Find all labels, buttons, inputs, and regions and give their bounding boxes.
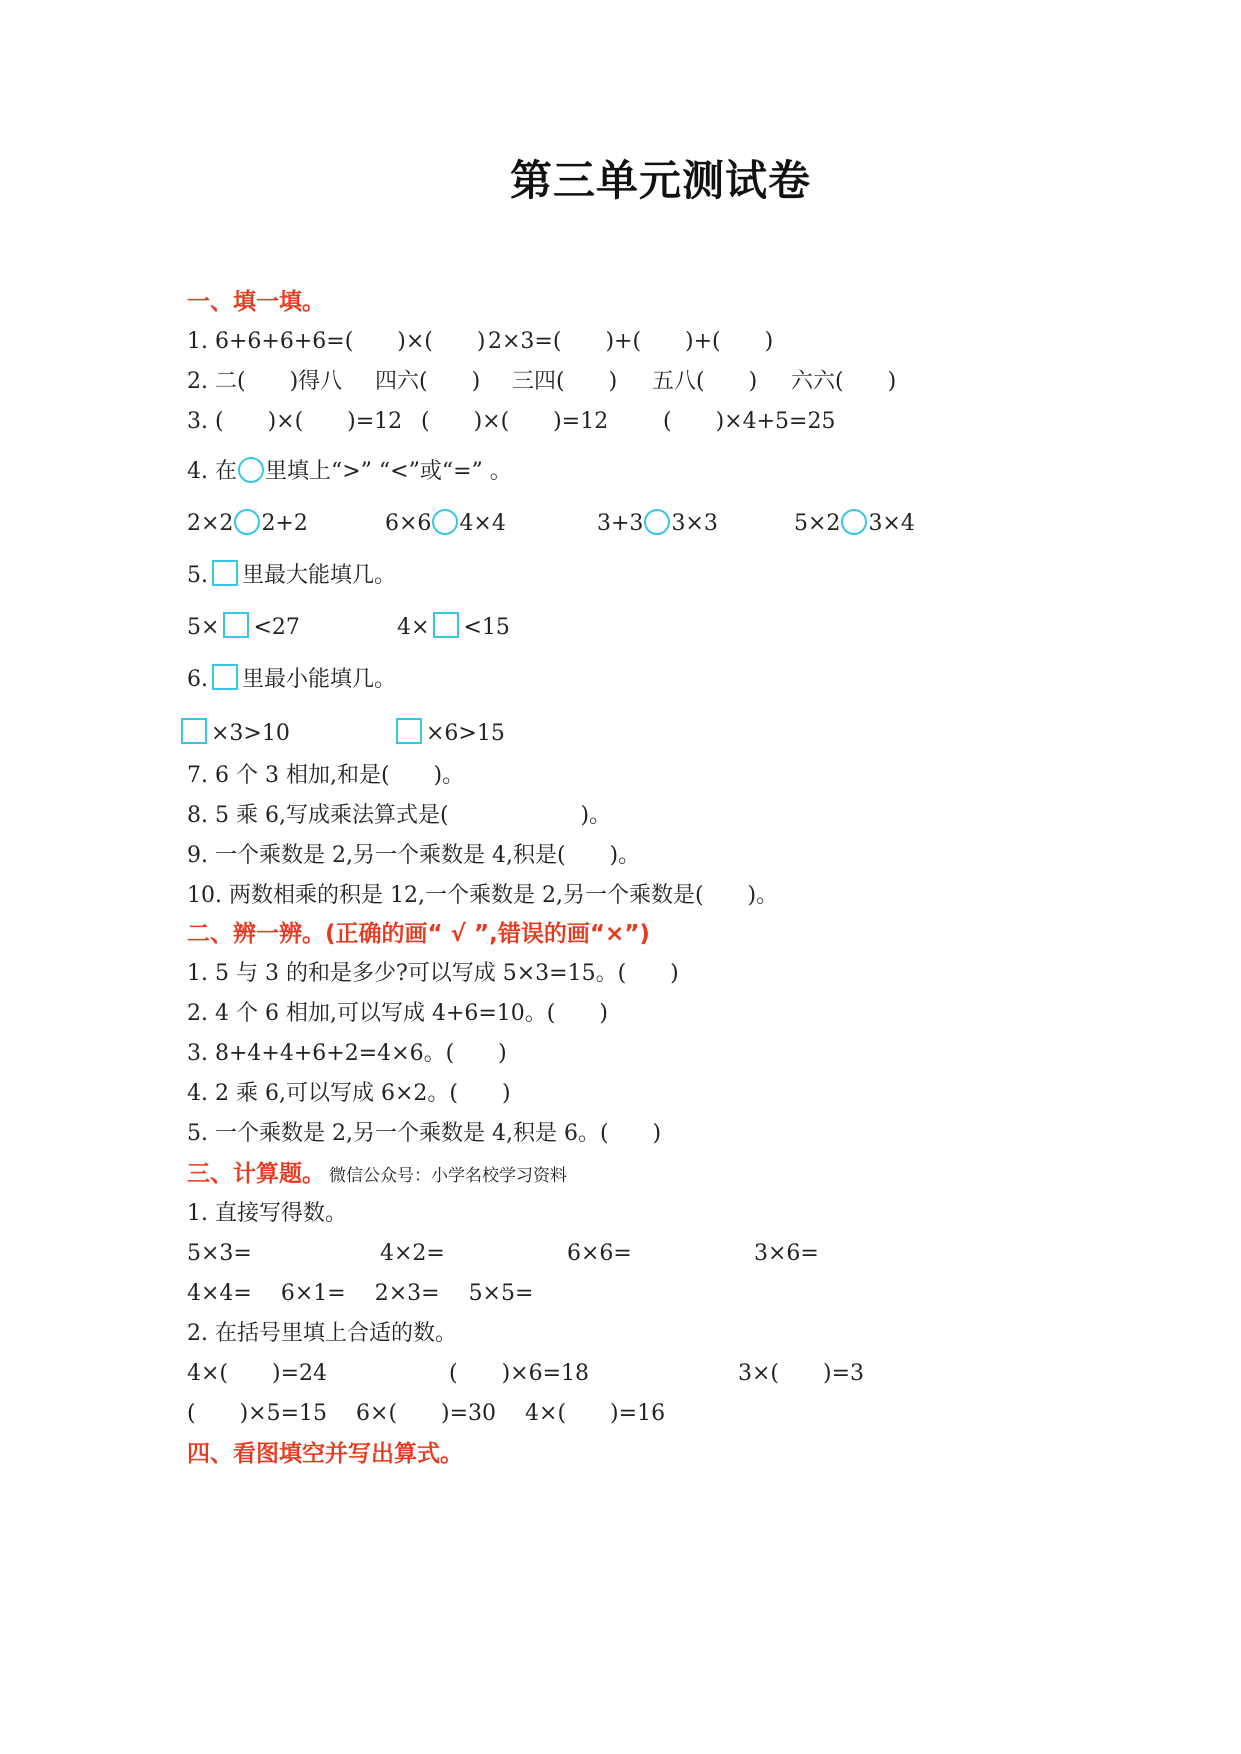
judge-item-4: 4. 2 乘 6,可以写成 6×2。( ): [187, 1081, 511, 1106]
calc-row-1: [187, 1238, 1087, 1270]
judge-item-3: 3. 8+4+4+6+2=4×6。( ): [187, 1041, 507, 1066]
judge-item-2: 2. 4 个 6 相加,可以写成 4+6=10。( ): [187, 1001, 608, 1026]
calc-row-2: 4×4= 6×1= 2×3= 5×5=: [187, 1281, 534, 1306]
question-9: 9. 一个乘数是 2,另一个乘数是 4,积是( )。: [187, 843, 641, 868]
q2-part-a: 2. 二( )得八: [187, 369, 343, 394]
q2-part-d: 五八( ): [652, 369, 758, 394]
calc-item: 6×6=: [567, 1241, 632, 1266]
question-8: 8. 5 乘 6,写成乘法算式是( )。: [187, 803, 612, 828]
calc-item: 5×3=: [187, 1241, 252, 1266]
section-calc: [187, 1158, 567, 1190]
answer-box[interactable]: [396, 718, 422, 744]
compare-circle-icon[interactable]: [841, 509, 867, 535]
question-5: [187, 560, 396, 592]
q5-prefix: 5.: [187, 563, 208, 588]
q5-items: [187, 612, 1087, 644]
compare-circle-icon[interactable]: [432, 509, 458, 535]
q5-item-1: 5× <27: [187, 612, 300, 644]
question-2: [187, 366, 1087, 398]
calc-item: 4×( )=24: [187, 1361, 328, 1386]
question-6: [187, 664, 396, 696]
q4-item-2: 6×6 4×4: [385, 511, 506, 536]
answer-box[interactable]: [433, 612, 459, 638]
wechat-note: 微信公众号：小学名校学习资料: [329, 1166, 567, 1186]
q6-item-2: ×6>15: [392, 718, 505, 750]
q4-item-4: 5×2 3×4: [794, 511, 915, 536]
compare-circle-icon[interactable]: [644, 509, 670, 535]
question-4: [187, 456, 512, 488]
q6-prefix: 6.: [187, 667, 208, 692]
answer-box[interactable]: [223, 612, 249, 638]
calc-item: 4×2=: [380, 1241, 445, 1266]
q4-items: [187, 508, 1087, 540]
square-icon: [212, 560, 238, 586]
q3-part-c: ( )×4+5=25: [663, 409, 836, 434]
q1-part-a: 1. 6+6+6+6=( )×( ): [187, 329, 486, 354]
calc-row-3: [187, 1358, 1087, 1390]
q4-item-1: 2×2 2+2: [187, 511, 308, 536]
q6-item-1: ×3>10: [177, 718, 290, 750]
q2-part-e: 六六( ): [791, 369, 897, 394]
answer-box[interactable]: [181, 718, 207, 744]
q5-instruction: 里最大能填几。: [242, 563, 397, 588]
q4-prefix: 4. 在: [187, 459, 237, 484]
judge-item-1: 1. 5 与 3 的和是多少?可以写成 5×3=15。( ): [187, 961, 679, 986]
calc-row-4: ( )×5=15 6×( )=30 4×( )=16: [187, 1401, 666, 1426]
calc-item: 3×6=: [754, 1241, 819, 1266]
q3-part-b: ( )×( )=12: [421, 409, 609, 434]
q6-items: [187, 718, 1087, 750]
section-judge: 二、辨一辨。(正确的画“ √ ”,错误的画“×”): [187, 921, 650, 947]
square-icon: [212, 664, 238, 690]
q2-part-c: 三四( ): [512, 369, 618, 394]
q4-item-3: 3+3 3×3: [597, 511, 718, 536]
q5-item-2: 4× <15: [397, 612, 510, 644]
circle-icon: [238, 457, 264, 483]
calc-q2: 2. 在括号里填上合适的数。: [187, 1321, 457, 1346]
q2-part-b: 四六( ): [375, 369, 481, 394]
calc-item: 3×( )=3: [738, 1361, 865, 1386]
compare-circle-icon[interactable]: [234, 509, 260, 535]
calc-item: ( )×6=18: [449, 1361, 590, 1386]
q3-part-a: 3. ( )×( )=12: [187, 409, 403, 434]
section-picture: 四、看图填空并写出算式。: [187, 1441, 463, 1467]
question-3: [187, 406, 1087, 438]
q6-instruction: 里最小能填几。: [242, 667, 397, 692]
section-fill: 一、填一填。: [187, 289, 325, 315]
question-1: [187, 326, 1087, 358]
q1-part-b: 2×3=( )+( )+( ): [488, 329, 774, 354]
question-7: 7. 6 个 3 相加,和是( )。: [187, 763, 465, 788]
question-10: 10. 两数相乘的积是 12,一个乘数是 2,另一个乘数是( )。: [187, 883, 779, 908]
section-calc-title: 三、计算题。: [187, 1161, 325, 1187]
page-title: 第三单元测试卷: [509, 156, 811, 205]
q4-instruction: 里填上“>” “<”或“=” 。: [264, 459, 512, 484]
judge-item-5: 5. 一个乘数是 2,另一个乘数是 4,积是 6。( ): [187, 1121, 662, 1146]
calc-q1: 1. 直接写得数。: [187, 1201, 347, 1226]
